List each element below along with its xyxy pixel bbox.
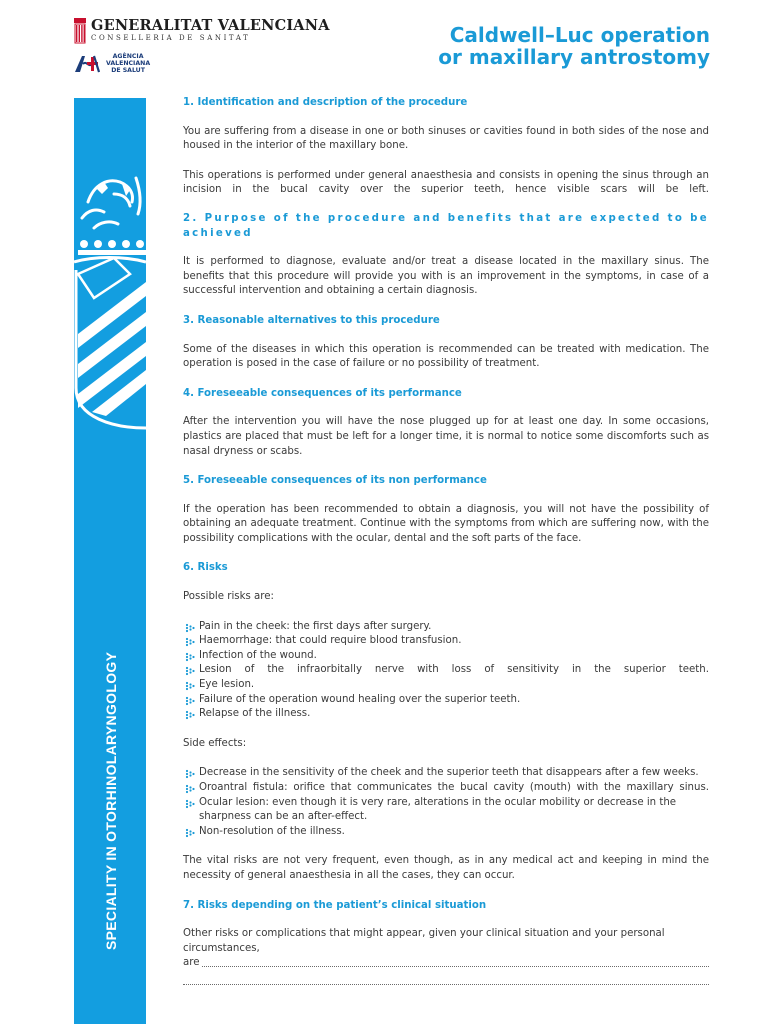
bullet-icon xyxy=(185,623,195,633)
generalitat-valenciana-logo xyxy=(74,18,330,44)
risk-text: Haemorrhage: that could require blood transfusion. xyxy=(199,635,462,647)
section-2-heading: 2. Purpose of the procedure and benefits that are expected to be achieved xyxy=(183,212,709,239)
avs-line-2: VALENCIANA xyxy=(106,60,151,67)
section-2-paragraph-1: It is performed to diagnose, evaluate and/or treat a disease located in the maxillary sinus. The benefits that this procedure will provide you with is an improvement in the symptoms, in case of a successful intervention and obtaining a certain diagnosis. xyxy=(183,256,709,297)
gv-name: GENERALITAT VALENCIANA xyxy=(91,17,330,34)
section-1-heading: 1. Identification and description of the procedure xyxy=(183,97,468,108)
section-5-paragraph-1: If the operation has been recommended to obtain a diagnosis, you will not have the possibility of obtaining an adequate treatment. Continue with the symptoms from which are suffering now, with the possibility complications with the ocular, dental and the soft parts of the face. xyxy=(183,503,709,544)
section-3-heading: 3. Reasonable alternatives to this procedure xyxy=(183,314,440,326)
risk-text: Eye lesion. xyxy=(199,679,255,691)
list-item xyxy=(183,663,709,678)
side-effect-text: Oroantral fistula: orifice that communicates the bucal cavity (mouth) with the maxillary sinus. xyxy=(199,782,709,793)
risks-intro: Possible risks are: xyxy=(183,591,274,603)
risks-list xyxy=(183,620,709,722)
vital-risks-paragraph: The vital risks are not very frequent, even though, as in any medical act and keeping in mind the necessity of general anaesthesia in all the cases, they can occur. xyxy=(183,855,709,881)
bullet-icon xyxy=(185,828,195,838)
bullet-icon xyxy=(185,666,195,676)
list-item xyxy=(183,634,709,649)
section-4-heading: 4. Foreseeable consequences of its performance xyxy=(183,387,462,399)
section-7-prefix: are xyxy=(183,957,200,969)
section-3-paragraph-1: Some of the diseases in which this operation is recommended can be treated with medication. The operation is posed in the case of failure or no possibility of treatment. xyxy=(183,343,709,370)
title-line-1: Caldwell–Luc operation xyxy=(449,23,710,47)
section-6-heading: 6. Risks xyxy=(183,562,228,574)
fill-in-line-1[interactable] xyxy=(183,956,709,971)
risk-text: Relapse of the illness. xyxy=(199,708,311,720)
bullet-icon xyxy=(185,769,195,779)
bullet-icon xyxy=(185,710,195,720)
section-7-paragraph-1: Other risks or complications that might appear, given your clinical situation and your personal circumstances, xyxy=(183,928,665,954)
list-item xyxy=(183,796,709,825)
section-1-paragraph-2: This operations is performed under general anaesthesia and consists in opening the sinus through an incision in the bucal cavity over the superior teeth, hence visible scars will be left. xyxy=(183,169,709,196)
list-item xyxy=(183,693,709,708)
section-1-paragraph-1: You are suffering from a disease in one or both sinuses or cavities found in both sides of the nose and housed in the interior of the maxillary bone. xyxy=(183,125,709,152)
fill-in-line-2[interactable] xyxy=(183,971,709,985)
list-item xyxy=(183,649,709,664)
document-body xyxy=(183,96,709,985)
list-item xyxy=(183,766,709,781)
bullet-icon xyxy=(185,681,195,691)
side-effect-text: Decrease in the sensitivity of the cheek and the superior teeth that disappears after a few weeks. xyxy=(199,767,699,779)
page-title xyxy=(438,24,710,68)
gv-subtitle: CONSELLERIA DE SANITAT xyxy=(91,34,251,42)
avs-mark-icon xyxy=(74,54,100,74)
risk-text: Infection of the wound. xyxy=(199,649,317,661)
bullet-icon xyxy=(185,696,195,706)
bullet-icon xyxy=(185,652,195,662)
risk-text: Failure of the operation wound healing over the superior teeth. xyxy=(199,693,521,705)
section-4-paragraph-1: After the intervention you will have the nose plugged up for at least one day. In some occasions, plastics are placed that must be left for a longer time, it is normal to notice some discomforts such as nasal dryness or scabs. xyxy=(183,416,709,457)
list-item xyxy=(183,707,709,722)
dotted-fill xyxy=(202,966,709,967)
side-effects-intro: Side effects: xyxy=(183,737,247,749)
avs-line-3: DE SALUT xyxy=(111,67,145,74)
section-5-heading: 5. Foreseeable consequences of its non performance xyxy=(183,475,487,487)
list-item xyxy=(183,781,709,796)
risk-text: Pain in the cheek: the first days after surgery. xyxy=(199,620,432,632)
specialty-label: SPECIALITY IN OTORHINOLARYNGOLOGY xyxy=(103,651,119,950)
side-effect-text: Non-resolution of the illness. xyxy=(199,825,345,837)
side-effects-list xyxy=(183,766,709,839)
list-item xyxy=(183,620,709,635)
avs-logo xyxy=(74,53,150,74)
title-line-2: or maxillary antrostomy xyxy=(438,45,710,69)
side-effect-text: Ocular lesion: even though it is very rare, alterations in the ocular mobility or decrease in the sharpness can be an after-effect. xyxy=(199,796,677,823)
bullet-icon xyxy=(185,799,195,809)
bullet-icon xyxy=(185,637,195,647)
list-item xyxy=(183,678,709,693)
section-7-heading: 7. Risks depending on the patient’s clinical situation xyxy=(183,899,487,911)
list-item xyxy=(183,825,709,840)
avs-line-1: AGÈNCIA xyxy=(112,53,144,60)
coat-of-arms-icon xyxy=(74,18,86,44)
bullet-icon xyxy=(185,784,195,794)
risk-text: Lesion of the infraorbitally nerve with loss of sensitivity in the superior teeth. xyxy=(199,664,709,676)
